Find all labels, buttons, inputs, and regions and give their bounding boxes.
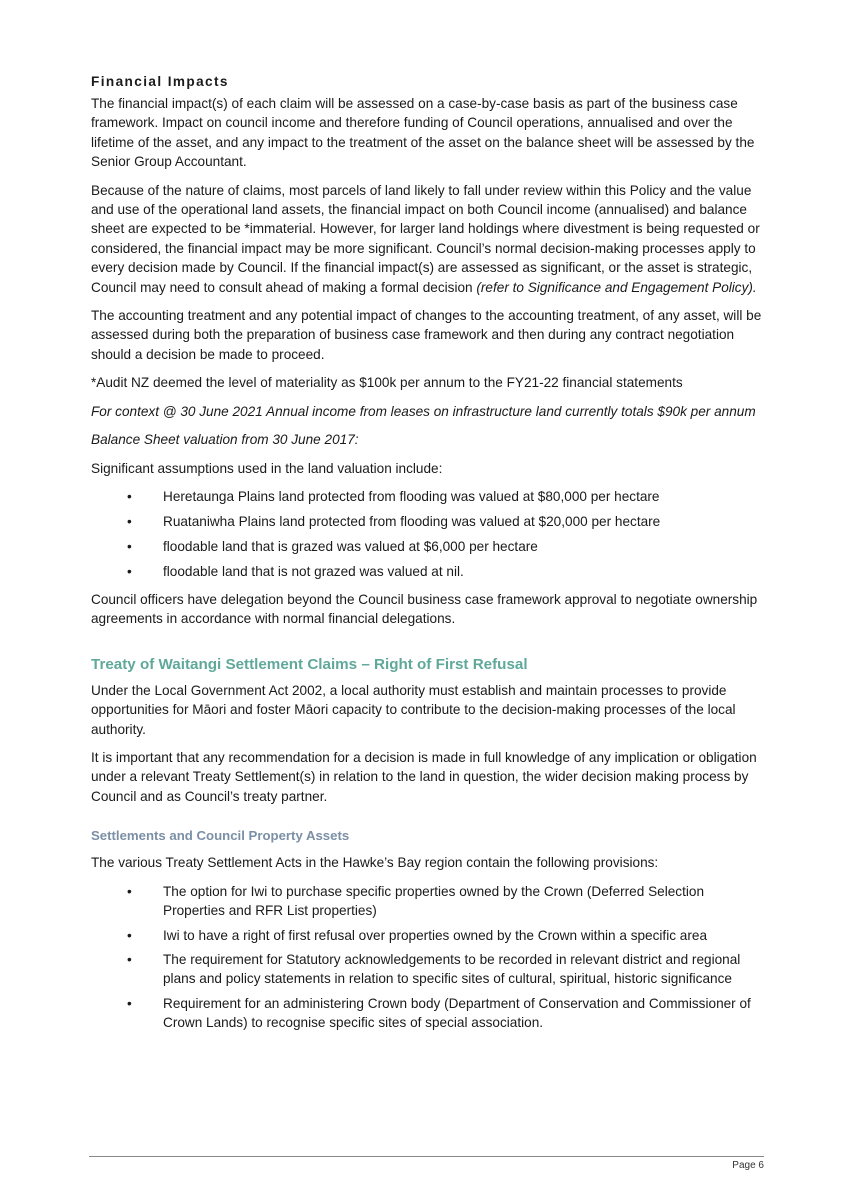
financial-impacts-heading: Financial Impacts xyxy=(91,74,229,89)
financial-paragraph-2-text: Because of the nature of claims, most parcels of land likely to fall under review within this Policy and the value and use of the operational land assets, the financial impact on both Council income (annualised) and balance sheet are expected to be *immaterial. However, for larger land holdings where divestment is being requested or considered, the financial impact may be more significant. Council’s normal decision-making processes apply to every decision made by Council. If the financial impact(s) are assessed as significant, or the asset is strategic, Council may need to consult ahead of making a formal decision xyxy=(91,182,760,295)
page-number: Page 6 xyxy=(732,1160,764,1171)
list-item xyxy=(91,487,763,506)
bullet-icon: • xyxy=(127,927,132,943)
list-item xyxy=(91,512,763,531)
list-item xyxy=(91,926,763,945)
footer-divider xyxy=(89,1156,764,1157)
settlements-heading: Settlements and Council Property Assets xyxy=(91,828,350,844)
bullet-icon: • xyxy=(127,883,132,899)
list-item-text: Ruataniwha Plains land protected from flooding was valued at $20,000 per hectare xyxy=(163,513,661,529)
financial-paragraph-1: The financial impact(s) of each claim will be assessed on a case-by-case basis as part of the business case framework. Impact on council income and therefore funding of Council operations, annualised and over the lifetime of the asset, and any impact to the treatment of the asset on the balance sheet will be assessed by the Senior Group Accountant. xyxy=(91,96,755,170)
settlements-intro: The various Treaty Settlement Acts in the Hawke’s Bay region contain the following provisions: xyxy=(91,855,659,871)
bullet-icon: • xyxy=(127,513,132,529)
materiality-note: *Audit NZ deemed the level of materiality as $100k per annum to the FY21-22 financial statements xyxy=(91,375,683,391)
significance-policy-reference: (refer to Significance and Engagement Policy). xyxy=(476,279,757,295)
delegation-paragraph: Council officers have delegation beyond the Council business case framework approval to negotiate ownership agreements in accordance with normal financial delegations. xyxy=(91,592,758,627)
list-item-text: The option for Iwi to purchase specific properties owned by the Crown (Deferred Selection Properties and RFR List properties) xyxy=(163,883,705,919)
financial-paragraph-3: The accounting treatment and any potential impact of changes to the accounting treatment, of any asset, will be assessed during both the preparation of business case framework and then during any contract negotiation should a decision be made to proceed. xyxy=(91,308,762,362)
lease-income-context: For context @ 30 June 2021 Annual income from leases on infrastructure land currently totals $90k per annum xyxy=(91,403,756,419)
list-item-text: Heretaunga Plains land protected from flooding was valued at $80,000 per hectare xyxy=(163,488,660,504)
balance-sheet-valuation-label: Balance Sheet valuation from 30 June 2017: xyxy=(91,432,359,448)
list-item xyxy=(91,950,763,989)
bullet-icon: • xyxy=(127,995,132,1011)
list-item-text: Iwi to have a right of first refusal over properties owned by the Crown within a specific area xyxy=(163,927,708,943)
list-item xyxy=(91,882,763,921)
list-item-text: The requirement for Statutory acknowledgements to be recorded in relevant district and regional plans and policy statements in relation to specific sites of cultural, spiritual, historic significance xyxy=(163,951,741,987)
bullet-icon: • xyxy=(127,488,132,504)
list-item-text: Requirement for an administering Crown body (Department of Conservation and Commissioner of Crown Lands) to recognise specific sites of special association. xyxy=(163,995,751,1031)
list-item xyxy=(91,537,763,556)
document-page xyxy=(91,72,763,1042)
financial-paragraph-2 xyxy=(91,181,763,297)
settlement-provisions-list xyxy=(91,882,763,1033)
list-item-text: floodable land that is grazed was valued at $6,000 per hectare xyxy=(163,538,538,554)
valuation-assumptions-list xyxy=(91,487,763,581)
treaty-paragraph-1: Under the Local Government Act 2002, a local authority must establish and maintain processes to provide opportunities for Māori and foster Māori capacity to contribute to the decision-making processes of the local authority. xyxy=(91,682,736,737)
list-item xyxy=(91,562,763,581)
assumptions-intro: Significant assumptions used in the land valuation include: xyxy=(91,460,443,476)
treaty-heading: Treaty of Waitangi Settlement Claims – Right of First Refusal xyxy=(91,655,528,673)
bullet-icon: • xyxy=(127,563,132,579)
list-item-text: floodable land that is not grazed was valued at nil. xyxy=(163,563,464,579)
bullet-icon: • xyxy=(127,951,132,967)
treaty-paragraph-2: It is important that any recommendation for a decision is made in full knowledge of any implication or obligation under a relevant Treaty Settlement(s) in relation to the land in question, the wider decision making process by Council and as Council’s treaty partner. xyxy=(91,750,757,804)
list-item xyxy=(91,994,763,1033)
bullet-icon: • xyxy=(127,538,132,554)
